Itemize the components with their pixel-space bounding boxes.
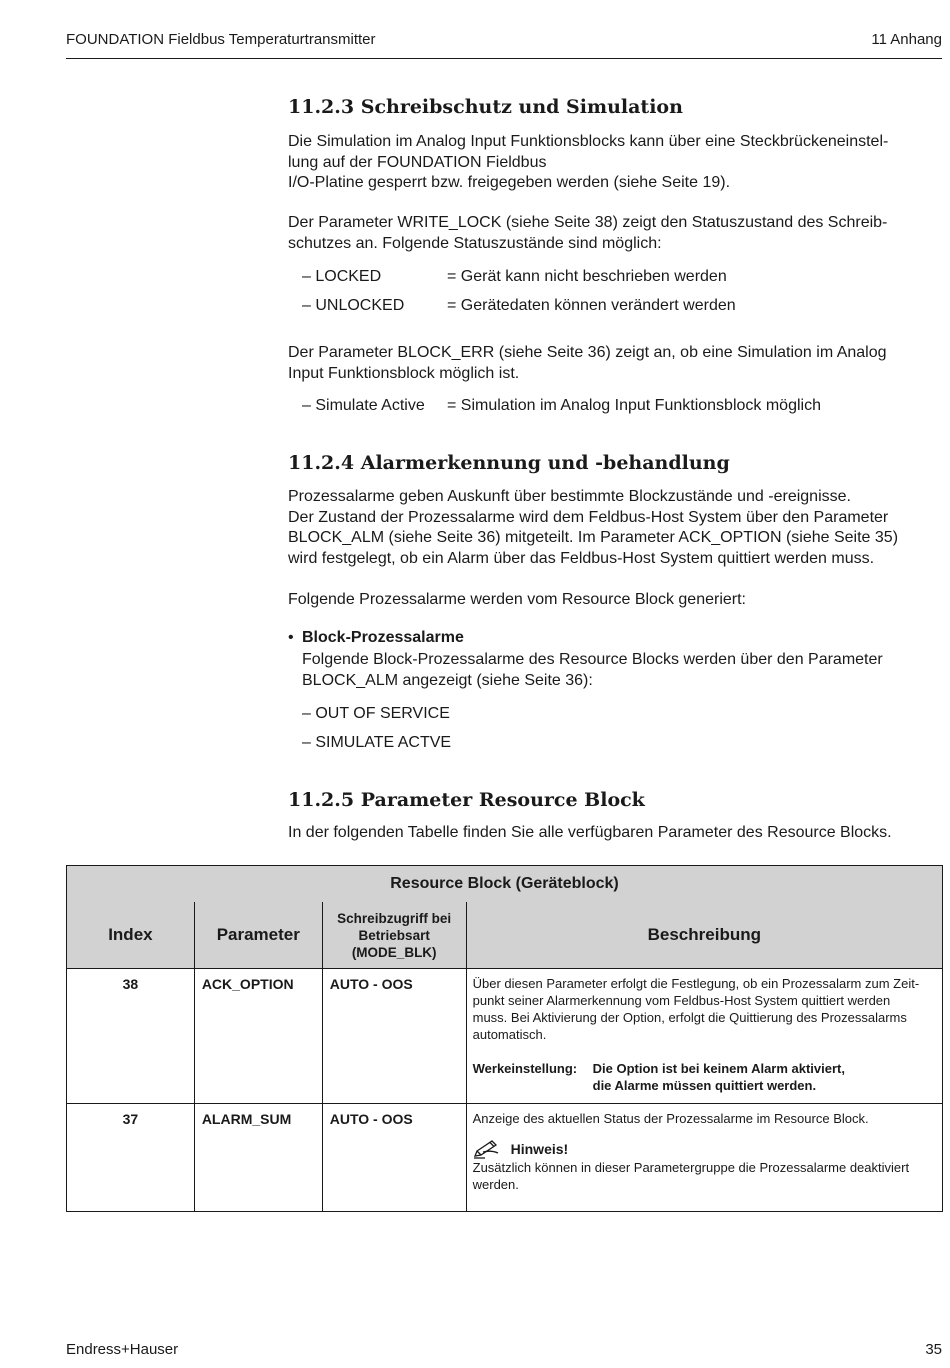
column-header-index: Index xyxy=(67,902,195,969)
table-row xyxy=(67,969,943,1104)
paragraph-resource-alarms: Folgende Prozessalarme werden vom Resource Block generiert: xyxy=(288,591,746,608)
running-header-title: FOUNDATION Fieldbus Temperaturtransmitter xyxy=(66,31,376,48)
cell-description: Anzeige des aktuellen Status der Prozessalarme im Resource Block. Hinweis! Zusätzlich können in dieser Parametergruppe die Prozessalarme deaktiviert werden. xyxy=(466,1104,942,1212)
factory-setting: Werkeinstellung: Die Option ist bei keinem Alarm aktiviert, die Alarme müssen quittiert werden. xyxy=(472,1061,845,1093)
header-rule xyxy=(66,58,942,59)
list-item: – OUT OF SERVICE xyxy=(302,705,450,722)
cell-access: AUTO - OOS xyxy=(322,969,466,1104)
page-number: 35 xyxy=(925,1341,942,1358)
section-heading-alarm: 11.2.4 Alarmerkennung und -behandlung xyxy=(288,452,730,474)
note-heading: Hinweis! xyxy=(473,1139,936,1159)
column-header-description: Beschreibung xyxy=(466,902,942,969)
list-item: – LOCKED = Gerät kann nicht beschrieben werden xyxy=(302,268,727,285)
list-item: – SIMULATE ACTVE xyxy=(302,734,452,751)
cell-index: 37 xyxy=(67,1104,195,1212)
column-header-write-access: Schreibzugriff bei Betriebsart (MODE_BLK) xyxy=(322,902,466,969)
cell-parameter: ALARM_SUM xyxy=(194,1104,322,1212)
note-pencil-icon xyxy=(473,1139,501,1159)
resource-block-table xyxy=(66,865,943,1212)
running-header-chapter: 11 Anhang xyxy=(871,31,942,48)
paragraph-process-alarms: Prozessalarme geben Auskunft über bestimmte Blockzustände und -ereignisse. Der Zustand der Prozessalarme wird dem Feldbus-Host System über den Parameter BLOCK_ALM (siehe Seite 36) mitgeteilt. Im Parameter ACK_OPTION (siehe Seite 35) wird festgelegt, ob ein Alarm über das Feldbus-Host System quittiert werden muss. xyxy=(288,488,899,567)
cell-parameter: ACK_OPTION xyxy=(194,969,322,1104)
table-row xyxy=(67,1104,943,1212)
table-title: Resource Block (Geräteblock) xyxy=(67,866,943,903)
list-item: – Simulate Active = Simulation im Analog Input Funktionsblock möglich xyxy=(302,397,821,414)
section-heading-resource-block: 11.2.5 Parameter Resource Block xyxy=(288,789,645,811)
cell-access: AUTO - OOS xyxy=(322,1104,466,1212)
cell-description: Über diesen Parameter erfolgt die Festlegung, ob ein Prozessalarm zum Zeit- punkt seiner Alarmerkennung vom Feldbus-Host System quittiert werden muss. Bei Aktivierung der Option, erfolgt die Quittierung des Prozessalarms automatisch. Werkeinstellung: Die Option ist bei keinem Alarm aktiviert, die Alarme müssen quittiert werden. xyxy=(466,969,942,1104)
bullet-text: Folgende Block-Prozessalarme des Resource Blocks werden über den Parameter BLOCK_ALM angezeigt (siehe Seite 36): xyxy=(302,651,883,689)
footer-brand: Endress+Hauser xyxy=(66,1341,179,1358)
bullet-title: Block-Prozessalarme xyxy=(302,629,464,646)
paragraph-table-intro: In der folgenden Tabelle finden Sie alle verfügbaren Parameter des Resource Blocks. xyxy=(288,824,892,841)
paragraph-write-lock: Der Parameter WRITE_LOCK (siehe Seite 38) zeigt den Statuszustand des Schreib- schutzes an. Folgende Statuszustände sind möglich: xyxy=(288,214,888,252)
section-heading-write-protection: 11.2.3 Schreibschutz und Simulation xyxy=(288,96,683,118)
paragraph-block-err: Der Parameter BLOCK_ERR (siehe Seite 36) zeigt an, ob eine Simulation im Analog Input Funktionsblock möglich ist. xyxy=(288,344,887,382)
list-item: – UNLOCKED = Gerätedaten können verändert werden xyxy=(302,297,736,314)
cell-index: 38 xyxy=(67,969,195,1104)
bullet-icon: • xyxy=(288,629,294,646)
column-header-parameter: Parameter xyxy=(194,902,322,969)
paragraph-simulation: Die Simulation im Analog Input Funktionsblocks kann über eine Steckbrückeneinstel- lung auf der FOUNDATION Fieldbus I/O-Platine gesperrt bzw. freigegeben werden (siehe Seite 19). xyxy=(288,133,889,191)
